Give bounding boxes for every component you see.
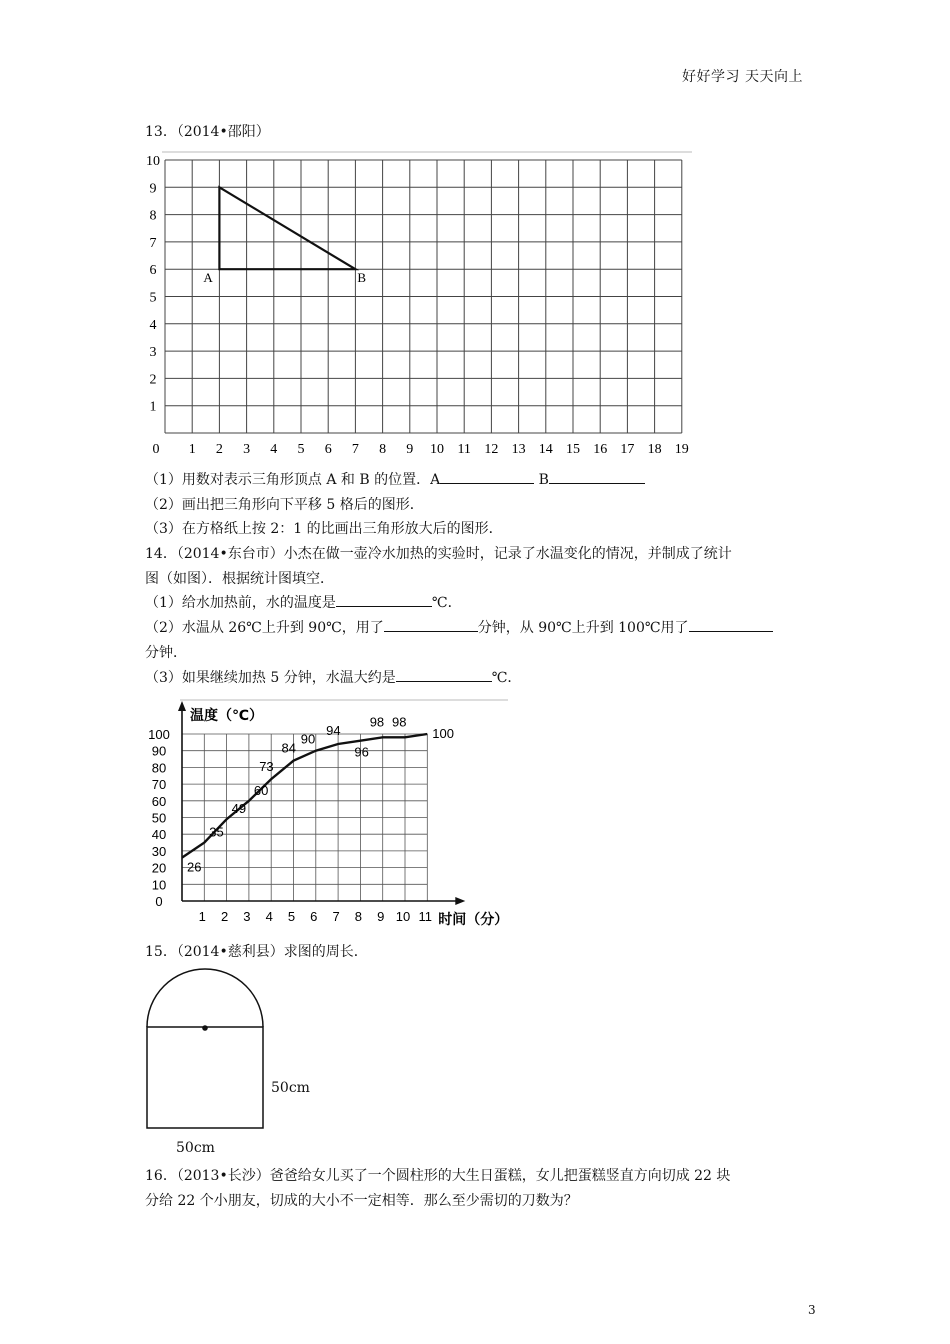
q13-sub1 bbox=[145, 469, 645, 489]
chart-x-tick: 3 bbox=[243, 909, 251, 924]
q13-x-tick: 8 bbox=[379, 442, 387, 457]
q13-x-tick: 2 bbox=[215, 442, 223, 457]
chart-y-tick: 60 bbox=[151, 793, 167, 809]
q14-sub2-blank-2[interactable] bbox=[689, 617, 773, 632]
chart-y-tick: 70 bbox=[151, 777, 167, 793]
chart-x-tick: 1 bbox=[198, 909, 206, 924]
q13-y-tick: 4 bbox=[149, 317, 157, 333]
chart-data-label: 98 bbox=[369, 714, 385, 730]
q13-sub3: （3）在方格纸上按 2：1 的比画出三角形放大后的图形． bbox=[145, 521, 503, 537]
chart-x-tick: 7 bbox=[332, 909, 340, 924]
q13-y-tick: 7 bbox=[149, 235, 157, 251]
q13-x-tick: 3 bbox=[243, 442, 251, 457]
q14-line-chart bbox=[140, 695, 520, 935]
q13-x-tick: 9 bbox=[406, 442, 414, 457]
page-header: 好好学习 天天向上 bbox=[682, 69, 803, 85]
q13-x-tick: 13 bbox=[511, 442, 526, 457]
q14-sub2-text: （2）水温从 26℃上升到 90℃，用了 bbox=[145, 620, 384, 636]
q14-line1: 14．（2014•东台市）小杰在做一壶冷水加热的实验时，记录了水温变化的情况，并制成了统计 bbox=[145, 546, 732, 562]
q13-x-tick: 17 bbox=[620, 442, 635, 457]
chart-x-tick: 5 bbox=[287, 909, 296, 924]
q13-x-tick: 11 bbox=[457, 442, 471, 457]
q13-x-tick-labels bbox=[153, 442, 689, 457]
q13-y-tick: 5 bbox=[149, 290, 157, 306]
q13-y-tick: 6 bbox=[149, 263, 157, 279]
q16-line2: 分给 22 个小朋友，切成的大小不一定相等．那么至少需切的刀数为？ bbox=[145, 1193, 578, 1209]
q15-center-dot bbox=[202, 1025, 208, 1031]
q13-y-tick: 10 bbox=[146, 154, 160, 169]
chart-y-axis-label: 温度（℃） bbox=[190, 707, 263, 723]
q15-title: 15．（2014•慈利县）求图的周长． bbox=[145, 944, 368, 960]
chart-x-axis-arrow bbox=[455, 897, 465, 905]
chart-x-tick: 9 bbox=[377, 909, 385, 924]
q13-grid-figure bbox=[140, 148, 700, 460]
chart-y-axis-arrow bbox=[178, 701, 186, 711]
q16-line1: 16．（2013•长沙）爸爸给女儿买了一个圆柱形的大生日蛋糕，女儿把蛋糕竖直方向切成 22 块 bbox=[145, 1168, 731, 1184]
q13-title: 13．（2014•邵阳） bbox=[145, 124, 270, 140]
chart-data-label: 96 bbox=[354, 744, 369, 760]
q13-answer-b-blank[interactable] bbox=[549, 469, 645, 484]
q15-semicircle bbox=[147, 969, 263, 1027]
chart-y-tick: 40 bbox=[151, 827, 167, 843]
q13-label-b: B bbox=[357, 270, 367, 286]
chart-y-tick-labels bbox=[148, 727, 170, 909]
chart-y-tick: 30 bbox=[151, 843, 167, 859]
q14-sub2-cont: 分钟． bbox=[145, 645, 187, 661]
chart-x-tick: 4 bbox=[265, 909, 273, 924]
chart-y-tick: 100 bbox=[148, 727, 170, 742]
q14-line2: 图（如图）．根据统计图填空． bbox=[145, 571, 334, 587]
chart-x-tick: 2 bbox=[220, 909, 229, 924]
q15-square bbox=[147, 1027, 263, 1128]
q13-x-tick: 19 bbox=[674, 442, 689, 457]
q13-y-tick: 2 bbox=[149, 372, 157, 388]
q13-x-tick: 14 bbox=[538, 442, 553, 457]
chart-y-tick: 0 bbox=[155, 894, 163, 909]
chart-y-tick: 80 bbox=[151, 760, 167, 776]
q13-x-tick: 6 bbox=[324, 442, 332, 457]
q13-label-a: A bbox=[203, 270, 213, 286]
q15-bottom-label: 50cm bbox=[176, 1140, 215, 1156]
chart-axes bbox=[178, 701, 465, 905]
q13-y-tick: 8 bbox=[149, 208, 157, 224]
q14-sub2 bbox=[145, 617, 773, 637]
q13-x-tick: 12 bbox=[484, 442, 499, 457]
chart-data-label: 100 bbox=[432, 726, 455, 741]
chart-data-label: 84 bbox=[281, 740, 296, 756]
q14-sub1-unit: ℃． bbox=[431, 595, 462, 611]
q13-y-tick: 9 bbox=[149, 181, 157, 197]
chart-x-tick: 6 bbox=[310, 909, 318, 924]
q13-x-tick: 4 bbox=[270, 442, 278, 457]
q13-y-tick: 3 bbox=[149, 345, 157, 361]
q13-x-tick: 15 bbox=[566, 442, 580, 457]
chart-y-tick: 20 bbox=[151, 860, 167, 876]
q14-sub3-blank[interactable] bbox=[396, 667, 492, 682]
q15-shape-figure bbox=[140, 965, 340, 1160]
chart-data-label: 98 bbox=[392, 714, 407, 730]
q14-sub2-blank-1[interactable] bbox=[384, 617, 478, 632]
q13-x-tick: 10 bbox=[430, 442, 444, 457]
chart-data-label: 60 bbox=[253, 782, 269, 798]
q13-answer-a-blank[interactable] bbox=[440, 469, 534, 484]
q13-x-tick: 16 bbox=[593, 442, 608, 457]
chart-x-axis-label: 时间（分） bbox=[438, 911, 509, 927]
q13-y-tick-labels bbox=[146, 154, 160, 415]
q14-sub1-text: （1）给水加热前，水的温度是 bbox=[145, 595, 336, 611]
chart-data-label: 49 bbox=[231, 801, 247, 817]
chart-x-tick: 11 bbox=[418, 909, 433, 924]
chart-data-label: 26 bbox=[187, 859, 202, 875]
q13-x-tick: 0 bbox=[152, 442, 160, 457]
q13-sub1-text: （1）用数对表示三角形顶点 A 和 B 的位置．A bbox=[145, 472, 441, 488]
chart-data-label: 90 bbox=[300, 731, 316, 747]
q14-sub1 bbox=[145, 592, 462, 612]
q13-sub2: （2）画出把三角形向下平移 5 格后的图形． bbox=[145, 497, 424, 513]
q14-sub2-mid: 分钟，从 90℃上升到 100℃用了 bbox=[477, 620, 689, 636]
chart-y-tick: 50 bbox=[151, 810, 167, 826]
q14-sub3-text: （3）如果继续加热 5 分钟，水温大约是 bbox=[145, 670, 396, 686]
page-number: 3 bbox=[808, 1303, 816, 1317]
q14-sub1-blank[interactable] bbox=[336, 592, 432, 607]
chart-x-tick-labels bbox=[199, 909, 432, 924]
chart-y-tick: 90 bbox=[151, 743, 167, 759]
chart-x-tick: 10 bbox=[395, 909, 411, 924]
chart-data-label: 73 bbox=[259, 759, 274, 775]
chart-data-label: 35 bbox=[209, 824, 224, 840]
q13-sub1-b-text: B bbox=[538, 472, 549, 488]
q14-sub3-unit: ℃． bbox=[491, 670, 522, 686]
q13-y-tick: 1 bbox=[149, 399, 157, 415]
q14-sub3 bbox=[145, 667, 521, 687]
q13-triangle bbox=[219, 187, 355, 269]
q13-x-tick: 7 bbox=[351, 442, 359, 457]
q13-x-tick: 18 bbox=[647, 442, 662, 457]
q13-x-tick: 5 bbox=[297, 442, 305, 457]
q15-side-label: 50cm bbox=[271, 1080, 310, 1096]
chart-x-tick: 8 bbox=[354, 909, 363, 924]
q13-x-tick: 1 bbox=[188, 442, 196, 457]
chart-data-label: 94 bbox=[326, 723, 341, 739]
chart-y-tick: 10 bbox=[151, 877, 167, 893]
